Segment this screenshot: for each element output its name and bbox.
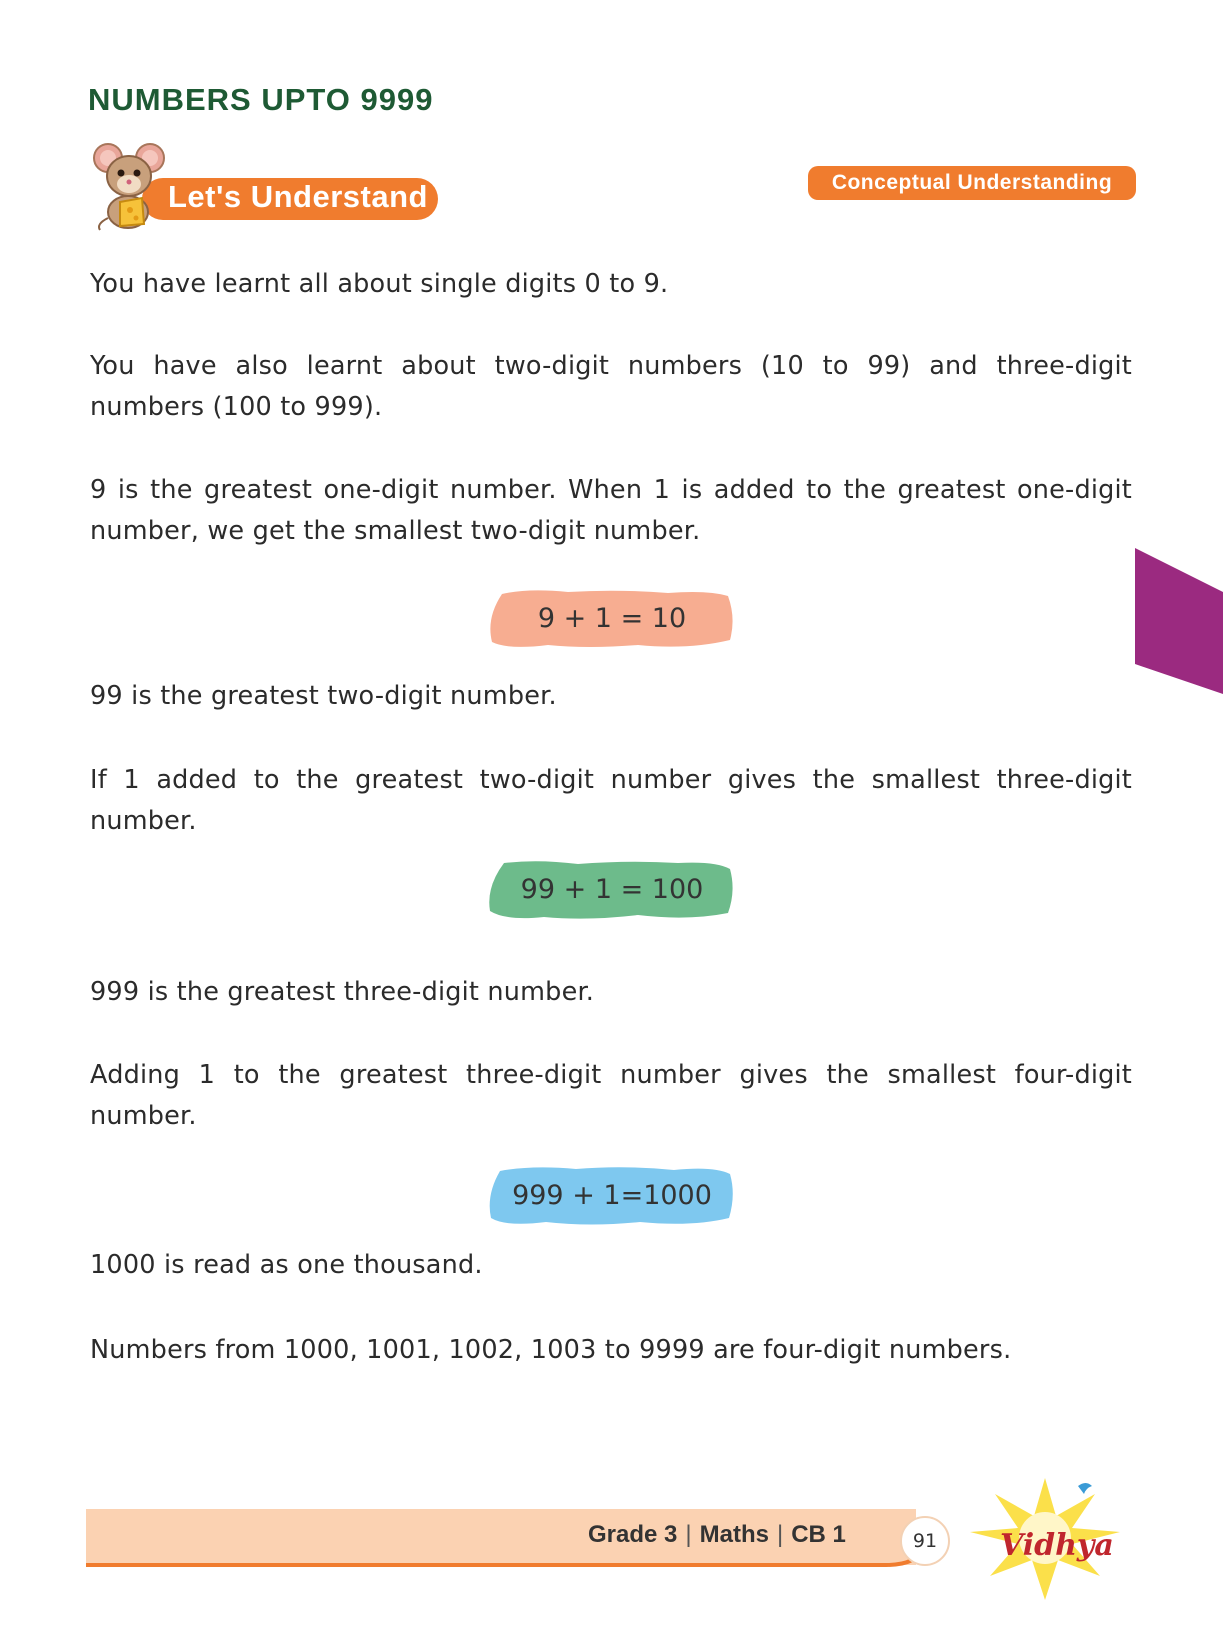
section-label: Let's Understand [168,179,428,214]
mouse-mascot-icon [90,140,170,232]
paragraph-6: 999 is the greatest three-digit number. [90,977,595,1007]
equation-3: 999 + 1=1000 [512,1180,712,1211]
logo-wordmark: Vidhya [1000,1528,1114,1563]
chapter-title: NUMBERS UPTO 9999 [88,82,434,117]
equation-highlight-2 [488,859,736,921]
paragraph-5: If 1 added to the greatest two-digit number gives the smallest three-digit number. [90,765,1132,836]
paragraph-9: Numbers from 1000, 1001, 1002, 1003 to 9999 are four-digit numbers. [90,1335,1012,1365]
paragraph-7: Adding 1 to the greatest three-digit number gives the smallest four-digit number. [90,1060,1132,1131]
footer-info [588,1521,846,1549]
equation-highlight-1 [488,588,736,650]
footer-separator: | [685,1521,692,1548]
paragraph-4: 99 is the greatest two-digit number. [90,681,557,711]
equation-highlight-3 [488,1165,736,1227]
footer-book: CB 1 [791,1521,846,1548]
paragraph-8: 1000 is read as one thousand. [90,1250,483,1280]
footer-grade: Grade 3 [588,1521,678,1548]
conceptual-understanding-tag: Conceptual Understanding [808,166,1136,200]
paragraph-3: 9 is the greatest one-digit number. When 1 is added to the greatest one-digit number, we get the smallest two-digit number. [90,475,1132,546]
chapter-side-tab [1133,548,1223,694]
equation-1: 9 + 1 = 10 [537,603,687,634]
page-number: 91 [900,1516,950,1566]
paragraph-1: You have learnt all about single digits 0 to 9. [90,269,669,299]
paragraph-2: You have also learnt about two-digit numbers (10 to 99) and three-digit numbers (100 to 999). [90,351,1132,422]
section-banner [90,140,450,232]
footer-subject: Maths [699,1521,769,1548]
equation-2: 99 + 1 = 100 [520,874,704,905]
footer-separator: | [776,1521,784,1548]
